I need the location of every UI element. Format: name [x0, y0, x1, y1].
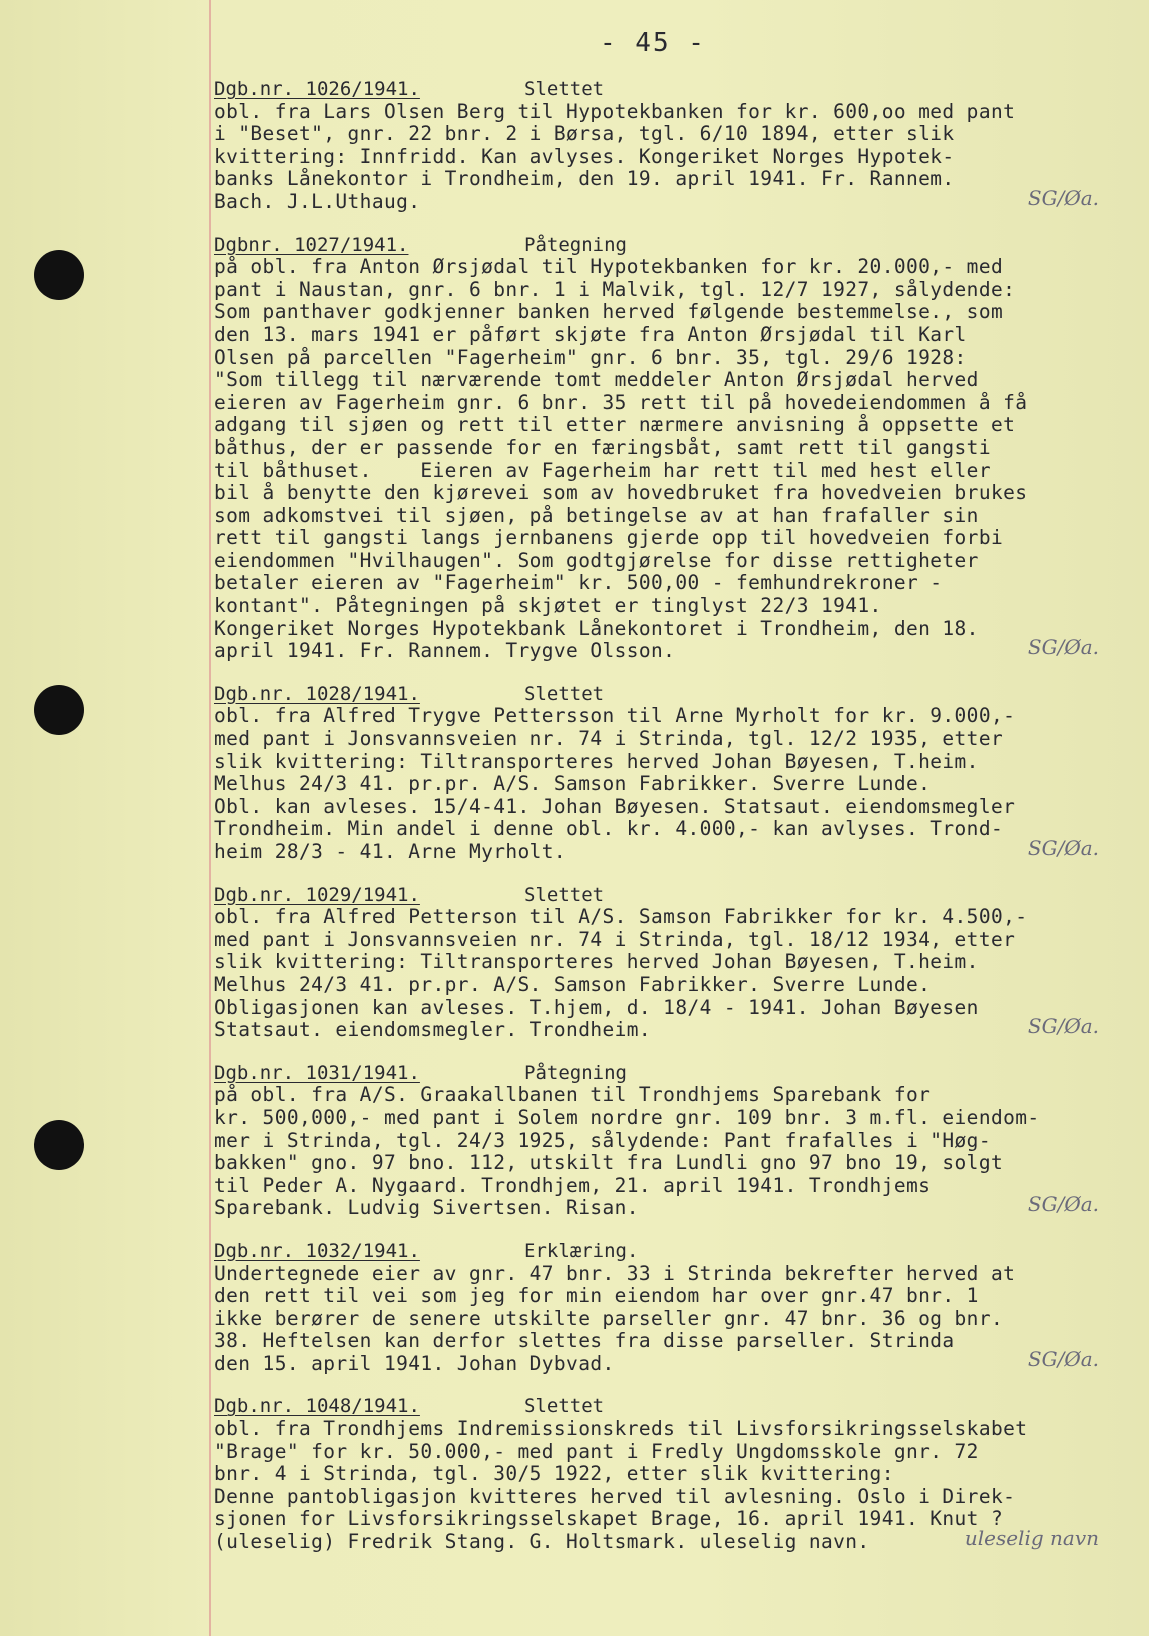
entry-header — [214, 1240, 1139, 1263]
entry-status: Slettet — [524, 682, 605, 705]
entry-text-line: obl. fra Alfred Petterson til A/S. Samson Fabrikker for kr. 4.500,- — [214, 905, 1028, 929]
register-entry — [214, 1395, 1139, 1553]
register-entry — [214, 683, 1139, 864]
entry-text-line: til Peder A. Nygaard. Trondhjem, 21. april 1941. Trondhjems — [214, 1173, 931, 1197]
signature-text: SG/Øa. — [1027, 185, 1099, 210]
signature-text: SG/Øa. — [1027, 1191, 1099, 1216]
entry-text-line: Sparebank. Ludvig Sivertsen. Risan. — [214, 1196, 639, 1220]
entry-text-line: 38. Heftelsen kan derfor slettes fra disse parseller. Strinda — [214, 1329, 955, 1353]
entry-text-line: Obligasjonen kan avleses. T.hjem, d. 18/4 - 1941. Johan Bøyesen — [214, 995, 979, 1019]
entry-text-line: bnr. 4 i Strinda, tgl. 30/5 1922, etter slik kvittering: — [214, 1462, 894, 1486]
entry-text-line: kvittering: Innfridd. Kan avlyses. Kongeriket Norges Hypotek- — [214, 144, 955, 168]
entry-text-line: april 1941. Fr. Rannem. Trygve Olsson. — [214, 639, 676, 663]
entry-text-line: i "Beset", gnr. 22 bnr. 2 i Børsa, tgl. 6/10 1894, etter slik — [214, 122, 955, 146]
entry-status: Påtegning — [524, 1061, 627, 1084]
entry-text-line: slik kvittering: Tiltransporteres herved Johan Bøyesen, T.heim. — [214, 950, 979, 974]
entry-text-line: eiendommen "Hvilhaugen". Som godtgjørelse for disse rettigheter — [214, 548, 979, 572]
entry-text-line: obl. fra Alfred Trygve Pettersson til Arne Myrholt for kr. 9.000,- — [214, 704, 1016, 728]
entry-text-line: på obl. fra Anton Ørsjødal til Hypotekbanken for kr. 20.000,- med — [214, 255, 1004, 279]
entry-text-line: den 13. mars 1941 er påført skjøte fra Anton Ørsjødal til Karl — [214, 322, 967, 346]
entry-text-line: kontant". Påtegningen på skjøtet er tinglyst 22/3 1941. — [214, 594, 882, 618]
entry-text-line: sjonen for Livsforsikringsselskapet Brage, 16. april 1941. Knut ? — [214, 1507, 1004, 1531]
signature-text: uleselig navn — [964, 1525, 1099, 1550]
entry-text-line: bil å benytte den kjørevei som av hovedbruket fra hovedveien brukes — [214, 481, 1028, 505]
entry-number: Dgbnr. 1027/1941. — [214, 233, 409, 256]
entry-status: Slettet — [524, 1395, 605, 1418]
entry-status: Slettet — [524, 78, 605, 100]
entry-text-line: "Brage" for kr. 50.000,- med pant i Fredly Ungdomsskole gnr. 72 — [214, 1439, 979, 1463]
punch-hole-2 — [34, 685, 84, 735]
entry-status: Slettet — [524, 883, 605, 906]
entry-text-line: adgang til sjøen og rett til etter nærmere anvisning å oppsette et — [214, 413, 1016, 437]
entry-text-line: heim 28/3 - 41. Arne Myrholt. — [214, 840, 567, 863]
entry-text-line: til båthuset. Eieren av Fagerheim har rett til med hest eller — [214, 458, 991, 482]
entry-text-line: Melhus 24/3 41. pr.pr. A/S. Samson Fabrikker. Sverre Lunde. — [214, 972, 931, 996]
entry-status: Påtegning — [524, 233, 627, 256]
register-entry — [214, 1062, 1139, 1220]
entry-text-line: slik kvittering: Tiltransporteres herved Johan Bøyesen, T.heim. — [214, 749, 979, 773]
entry-text-line: Kongeriket Norges Hypotekbank Lånekontoret i Trondheim, den 18. — [214, 616, 979, 640]
entries-list — [214, 78, 1139, 1574]
entry-header — [214, 683, 1139, 706]
margin-line — [209, 0, 211, 1636]
signature-text: SG/Øa. — [1027, 634, 1099, 659]
entry-number: Dgb.nr. 1048/1941. — [214, 1395, 420, 1418]
punch-hole-3 — [34, 1120, 84, 1170]
entry-header — [214, 78, 1139, 101]
entry-text-line: som adkomstvei til sjøen, på betingelse av at han frafaller sin — [214, 503, 979, 527]
entry-text-line: betaler eieren av "Fagerheim" kr. 500,00 - femhundrekroner - — [214, 571, 943, 595]
entry-text-line: obl. fra Trondhjems Indremissionskreds til Livsforsikringsselskabet — [214, 1417, 1028, 1441]
entry-text-line: eieren av Fagerheim gnr. 6 bnr. 35 rett til på hovedeiendommen å få — [214, 390, 1028, 414]
entry-header — [214, 1395, 1139, 1418]
entry-number: Dgb.nr. 1026/1941. — [214, 78, 420, 100]
entry-text-line: "Som tillegg til nærværende tomt meddeler Anton Ørsjødal herved — [214, 368, 979, 392]
entry-header — [214, 234, 1139, 257]
signature-text: SG/Øa. — [1027, 1013, 1099, 1038]
register-entry — [214, 884, 1139, 1042]
entry-number: Dgb.nr. 1029/1941. — [214, 883, 420, 906]
entry-text-line: Denne pantobligasjon kvitteres herved til avlesning. Oslo i Direk- — [214, 1484, 1016, 1508]
entry-text-line: Bach. J.L.Uthaug. — [214, 189, 421, 213]
entry-text-line: Melhus 24/3 41. pr.pr. A/S. Samson Fabrikker. Sverre Lunde. — [214, 772, 931, 796]
entry-text-line: med pant i Jonsvannsveien nr. 74 i Strinda, tgl. 12/2 1935, etter — [214, 727, 1004, 751]
entry-text-line: Trondheim. Min andel i denne obl. kr. 4.000,- kan avlyses. Trond- — [214, 817, 1004, 841]
entry-text-line: banks Lånekontor i Trondheim, den 19. april 1941. Fr. Rannem. — [214, 167, 955, 191]
entry-number: Dgb.nr. 1031/1941. — [214, 1061, 420, 1084]
entry-text-line: pant i Naustan, gnr. 6 bnr. 1 i Malvik, tgl. 12/7 1927, sålydende: — [214, 277, 1016, 301]
entry-text-line: bakken" gno. 97 bno. 112, utskilt fra Lundli gno 97 bno 19, solgt — [214, 1151, 1004, 1175]
entry-text-line: kr. 500,000,- med pant i Solem nordre gnr. 109 bnr. 3 m.fl. eiendom- — [214, 1105, 1040, 1129]
register-entry — [214, 1240, 1139, 1376]
punch-hole-1 — [34, 250, 84, 300]
entry-text-line: Undertegnede eier av gnr. 47 bnr. 33 i Strinda bekrefter herved at — [214, 1261, 1016, 1285]
entry-header — [214, 1062, 1139, 1085]
entry-text-line: rett til gangsti langs jernbanens gjerde opp til hovedveien forbi — [214, 526, 1004, 550]
entry-text-line: båthus, der er passende for en færingsbåt, samt rett til gangsti — [214, 435, 991, 459]
entry-text-line: den 15. april 1941. Johan Dybvad. — [214, 1351, 615, 1375]
signature-text: SG/Øa. — [1027, 1347, 1099, 1372]
entry-text-line: Olsen på parcellen "Fagerheim" gnr. 6 bnr. 35, tgl. 29/6 1928: — [214, 345, 967, 369]
entry-text-line: den rett til vei som jeg for min eiendom har over gnr.47 bnr. 1 — [214, 1284, 979, 1308]
entry-text-line: mer i Strinda, tgl. 24/3 1925, sålydende: Pant frafalles i "Høg- — [214, 1128, 991, 1152]
entry-text-line: ikke berører de senere utskilte parseller gnr. 47 bnr. 36 og bnr. — [214, 1306, 1004, 1330]
page-number: - 45 - — [600, 28, 706, 58]
entry-text-line: Statsaut. eiendomsmegler. Trondheim. — [214, 1018, 652, 1042]
entry-number: Dgb.nr. 1028/1941. — [214, 682, 420, 705]
entry-text-line: Som panthaver godkjenner banken herved følgende bestemmelse., som — [214, 300, 1004, 324]
entry-number: Dgb.nr. 1032/1941. — [214, 1239, 420, 1262]
entry-status: Erklæring. — [524, 1239, 639, 1262]
entry-text-line: på obl. fra A/S. Graakallbanen til Trondhjems Sparebank for — [214, 1083, 931, 1107]
entry-text-line: Obl. kan avleses. 15/4-41. Johan Bøyesen. Statsaut. eiendomsmegler — [214, 794, 1016, 818]
entry-text-line: med pant i Jonsvannsveien nr. 74 i Strinda, tgl. 18/12 1934, etter — [214, 927, 1016, 951]
signature-text: SG/Øa. — [1027, 835, 1099, 860]
entry-text-line: obl. fra Lars Olsen Berg til Hypotekbanken for kr. 600,oo med pant — [214, 99, 1016, 123]
register-entry — [214, 234, 1139, 663]
register-entry — [214, 78, 1139, 214]
entry-header — [214, 884, 1139, 907]
entry-text-line: (uleselig) Fredrik Stang. G. Holtsmark. uleselig navn. — [214, 1530, 870, 1554]
